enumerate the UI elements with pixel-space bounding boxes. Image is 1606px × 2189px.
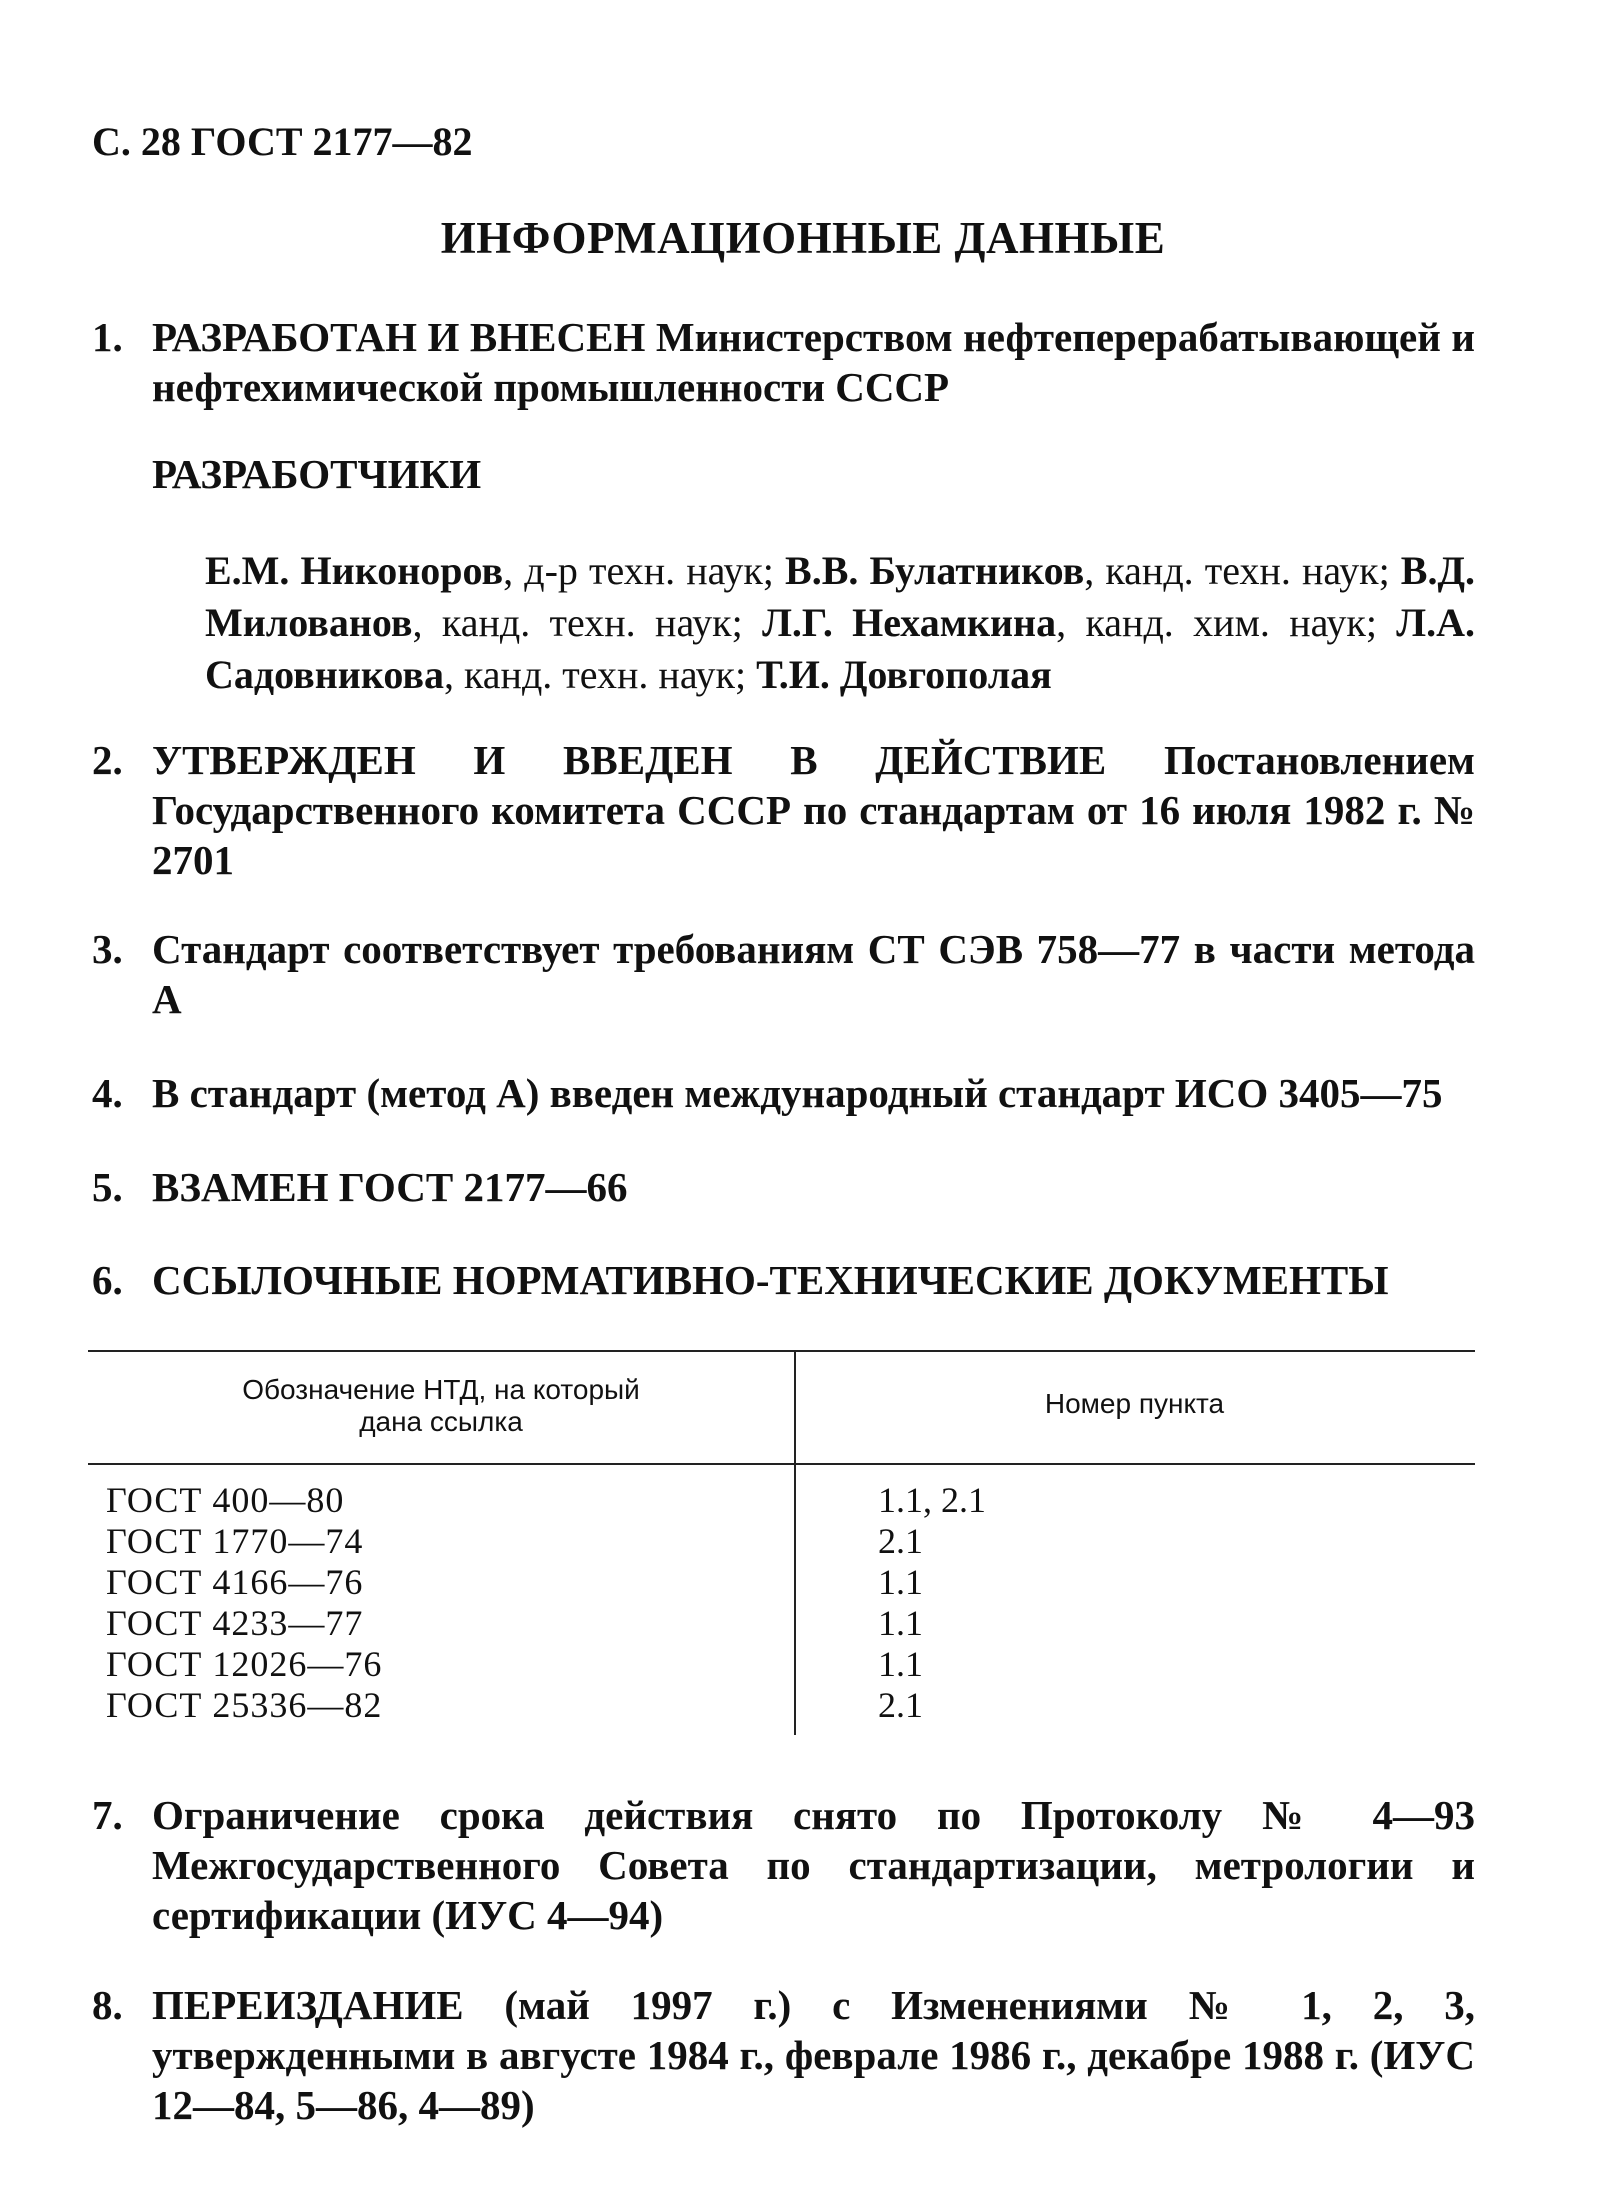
developer-name: Е.М. Никоноров	[205, 548, 504, 593]
table-body	[106, 1480, 1475, 1726]
table-header-rule	[88, 1463, 1475, 1465]
table-row	[106, 1603, 1475, 1644]
column-header-clause: Номер пункта	[1044, 1388, 1225, 1419]
item-number: 5.	[92, 1164, 123, 1210]
table-top-rule	[88, 1350, 1475, 1352]
page-header: С. 28 ГОСТ 2177—82	[92, 119, 473, 164]
info-item-2	[92, 735, 1475, 885]
cell-clause: 1.1	[878, 1562, 923, 1602]
cell-clause: 1.1	[878, 1603, 923, 1643]
table-row	[106, 1562, 1475, 1603]
reference-table	[88, 1350, 1475, 1735]
cell-document: ГОСТ 25336—82	[106, 1685, 383, 1725]
info-item-3	[92, 924, 1475, 1024]
item-number: 8.	[92, 1982, 123, 2028]
info-item-1	[92, 312, 1475, 412]
developer-name: В.Д. Милованов	[205, 548, 1475, 645]
cell-clause: 2.1	[878, 1685, 923, 1725]
item-number: 4.	[92, 1070, 123, 1116]
developer-name: Л.Г. Нехамкина	[762, 600, 1057, 645]
table-row	[106, 1685, 1475, 1726]
table-row	[106, 1521, 1475, 1562]
info-item-5	[92, 1162, 1475, 1212]
table-row	[106, 1480, 1475, 1521]
info-item-7	[92, 1790, 1475, 1940]
item-text: ССЫЛОЧНЫЕ НОРМАТИВНО-ТЕХНИЧЕСКИЕ ДОКУМЕНТЫ	[152, 1257, 1389, 1303]
developers-list: Е.М. Никоноров, д-р техн. наук; В.В. Булатников, канд. техн. наук; В.Д. Милованов, канд. техн. наук; Л.Г. Нехамкина, канд. хим. наук; Л.А. Садовникова, канд. техн. наук; Т.И. Довгополая	[205, 548, 1475, 697]
cell-document: ГОСТ 4166—76	[106, 1562, 364, 1602]
developers-heading: РАЗРАБОТЧИКИ	[152, 451, 482, 497]
page-title: ИНФОРМАЦИОННЫЕ ДАННЫЕ	[440, 213, 1166, 263]
item-number: 1.	[92, 314, 123, 360]
developer-name: Л.А. Садовникова	[205, 600, 1475, 697]
info-item-8	[92, 1980, 1475, 2130]
info-item-4	[92, 1068, 1475, 1118]
cell-clause: 1.1	[878, 1644, 923, 1684]
developer-name: В.В. Булатников	[785, 548, 1085, 593]
item-text: УТВЕРЖДЕН И ВВЕДЕН В ДЕЙСТВИЕ Постановлением Государственного комитета СССР по стандартам от 16 июля 1982 г. № 2701	[152, 737, 1475, 883]
item-number: 6.	[92, 1257, 123, 1303]
developer-name: Т.И. Довгополая	[756, 652, 1052, 697]
item-text: РАЗРАБОТАН И ВНЕСЕН Министерством нефтеперерабатывающей и нефтехимической промышленности СССР	[152, 314, 1475, 410]
item-text: В стандарт (метод А) введен международный стандарт ИСО 3405—75	[152, 1070, 1443, 1116]
info-item-6	[92, 1255, 1475, 1305]
table-row	[106, 1644, 1475, 1685]
cell-document: ГОСТ 400—80	[106, 1480, 345, 1520]
item-number: 2.	[92, 737, 123, 783]
item-number: 7.	[92, 1792, 123, 1838]
cell-document: ГОСТ 12026—76	[106, 1644, 383, 1684]
item-text: Ограничение срока действия снято по Протоколу № 4—93 Межгосударственного Совета по стандартизации, метрологии и сертификации (ИУС 4—94)	[152, 1792, 1475, 1938]
column-header-document: Обозначение НТД, на который дана ссылка	[242, 1374, 640, 1437]
item-text: ВЗАМЕН ГОСТ 2177—66	[152, 1164, 628, 1210]
item-text: Стандарт соответствует требованиям СТ СЭВ 758—77 в части метода А	[152, 926, 1475, 1022]
cell-clause: 2.1	[878, 1521, 923, 1561]
cell-clause: 1.1, 2.1	[878, 1480, 986, 1520]
cell-document: ГОСТ 4233—77	[106, 1603, 364, 1643]
item-number: 3.	[92, 926, 123, 972]
item-text: ПЕРЕИЗДАНИЕ (май 1997 г.) с Изменениями № 1, 2, 3, утвержденными в августе 1984 г., феврале 1986 г., декабре 1988 г. (ИУС 12—84, 5—86, 4—89)	[152, 1982, 1475, 2128]
cell-document: ГОСТ 1770—74	[106, 1521, 364, 1561]
